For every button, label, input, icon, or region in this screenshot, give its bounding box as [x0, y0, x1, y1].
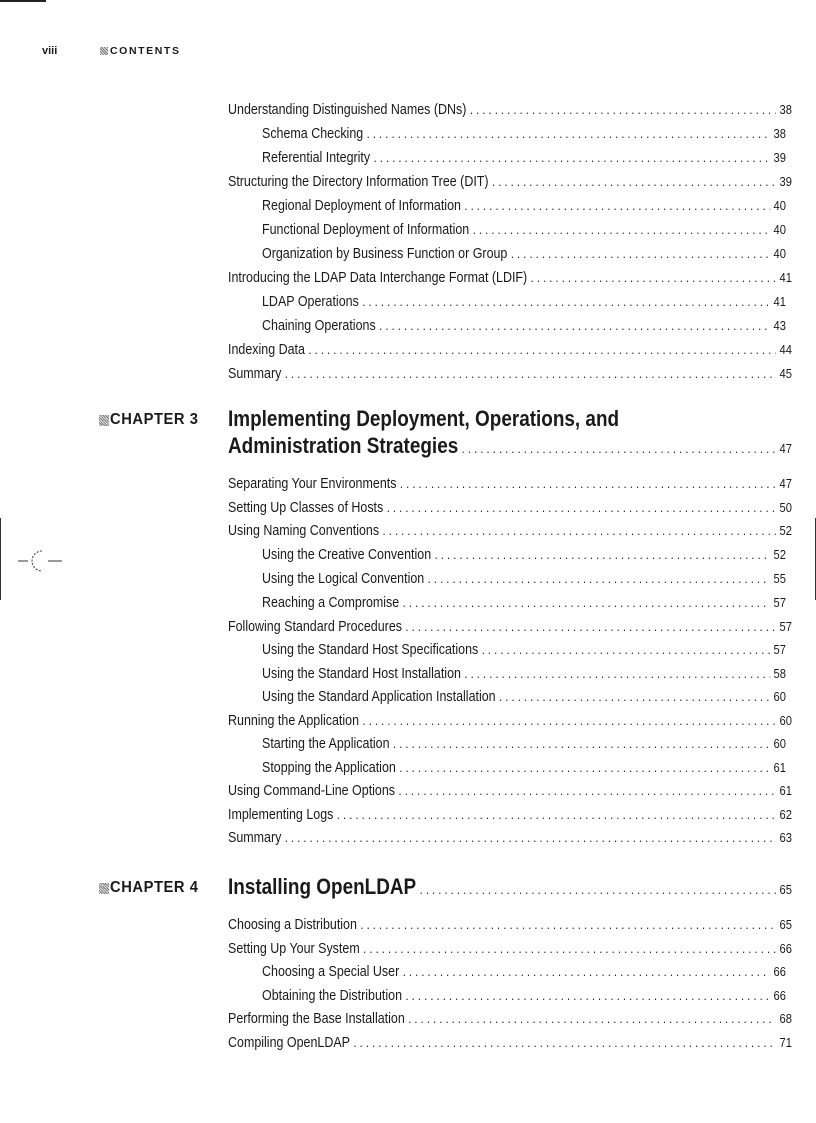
toc-entry-page: 63	[779, 830, 792, 845]
leader-dots	[492, 173, 776, 191]
toc-entry[interactable]	[262, 594, 786, 612]
toc-entry-page: 68	[779, 1011, 792, 1026]
toc-entry[interactable]	[262, 987, 786, 1005]
toc-entry-page: 39	[779, 174, 792, 189]
toc-entry-page: 66	[773, 964, 786, 979]
leader-dots	[285, 365, 776, 383]
toc-entry[interactable]	[262, 293, 786, 311]
toc-entry-label: Regional Deployment of Information	[262, 198, 461, 214]
toc-entry-page: 55	[773, 571, 786, 586]
toc-entry-label: Using the Standard Host Installation	[262, 666, 461, 682]
toc-entry-label: Using Naming Conventions	[228, 523, 380, 539]
leader-dots	[420, 882, 777, 897]
leader-dots	[367, 125, 770, 143]
toc-entry-label: Compiling OpenLDAP	[228, 1035, 350, 1051]
leader-dots	[470, 101, 776, 119]
toc-entry[interactable]	[262, 221, 786, 239]
toc-entry[interactable]	[262, 197, 786, 215]
leader-dots	[379, 317, 770, 335]
crop-mark-left	[0, 518, 1, 600]
toc-entry-page: 47	[779, 476, 792, 491]
toc-entry-page: 60	[779, 713, 792, 728]
toc-entry[interactable]	[228, 940, 792, 958]
leader-dots	[482, 641, 770, 659]
toc-entry-label: Using the Standard Host Specifications	[262, 642, 479, 658]
toc-entry-label: Obtaining the Distribution	[262, 988, 403, 1004]
chapter-3-label	[99, 411, 198, 429]
hatch-bullet-icon	[99, 415, 109, 426]
leader-dots	[403, 594, 770, 612]
leader-dots	[428, 570, 770, 588]
leader-dots	[405, 618, 776, 636]
toc-entry[interactable]	[262, 546, 786, 564]
hatch-bullet-icon	[99, 883, 109, 894]
toc-entry-page: 57	[779, 619, 792, 634]
toc-entry-label: Choosing a Special User	[262, 964, 400, 980]
registration-mark-icon	[18, 546, 62, 576]
toc-entry[interactable]	[228, 806, 792, 824]
toc-entry-label: Using the Standard Application Installation	[262, 689, 496, 705]
toc-entry-page: 38	[773, 126, 786, 141]
hatch-bullet-icon	[100, 47, 108, 55]
running-head-title: CONTENTS	[110, 45, 181, 57]
toc-entry-label: Reaching a Compromise	[262, 595, 400, 611]
leader-dots	[360, 916, 776, 934]
leader-dots	[353, 1034, 776, 1052]
leader-dots	[435, 546, 771, 564]
leader-dots	[400, 475, 776, 493]
chapter-number: CHAPTER 4	[110, 879, 199, 896]
toc-entry[interactable]	[262, 125, 786, 143]
toc-entry-page: 57	[773, 642, 786, 657]
toc-entry[interactable]	[262, 149, 786, 167]
leader-dots	[285, 829, 776, 847]
toc-entry[interactable]	[228, 499, 792, 517]
toc-entry[interactable]	[228, 712, 792, 730]
toc-entry[interactable]	[228, 475, 792, 493]
chapter-4-title[interactable]	[228, 874, 792, 900]
toc-entry[interactable]	[228, 1010, 792, 1028]
toc-entry-label: Using the Creative Convention	[262, 547, 432, 563]
toc-entry-label: LDAP Operations	[262, 294, 359, 310]
toc-entry-page: 65	[779, 917, 792, 932]
toc-entry[interactable]	[228, 365, 792, 383]
leader-dots	[408, 1010, 776, 1028]
toc-entry[interactable]	[228, 101, 792, 119]
chapter-title-text: Installing OpenLDAP	[228, 874, 417, 899]
top-rule	[0, 0, 46, 2]
toc-entry-label: Choosing a Distribution	[228, 917, 357, 933]
chapter-page: 47	[779, 441, 792, 456]
toc-entry-page: 60	[773, 736, 786, 751]
chapter-3-title[interactable]: Implementing Deployment, Operations, and	[228, 406, 620, 431]
toc-entry[interactable]	[262, 245, 786, 263]
toc-entry-label: Summary	[228, 366, 282, 382]
toc-entry-page: 66	[773, 988, 786, 1003]
toc-entry[interactable]	[262, 688, 786, 706]
toc-entry-page: 38	[779, 102, 792, 117]
toc-entry[interactable]	[228, 916, 792, 934]
toc-entry-label: Using Command-Line Options	[228, 783, 396, 799]
toc-entry[interactable]	[262, 759, 786, 777]
toc-entry-page: 60	[773, 689, 786, 704]
toc-entry-page: 61	[773, 760, 786, 775]
leader-dots	[462, 441, 776, 456]
toc-entry[interactable]	[228, 269, 792, 287]
toc-entry[interactable]	[262, 963, 786, 981]
toc-entry-label: Setting Up Your System	[228, 941, 360, 957]
toc-entry-page: 40	[773, 222, 786, 237]
toc-entry[interactable]	[262, 570, 786, 588]
toc-entry-label: Indexing Data	[228, 342, 305, 358]
toc-entry-label: Structuring the Directory Information Tree (DIT)	[228, 174, 489, 190]
toc-entry[interactable]	[228, 173, 792, 191]
toc-entry-label: Introducing the LDAP Data Interchange Format (LDIF)	[228, 270, 528, 286]
toc-entry-page: 41	[779, 270, 792, 285]
chapter-3-title-line2[interactable]	[228, 433, 792, 459]
leader-dots	[387, 499, 776, 517]
toc-entry-page: 57	[773, 595, 786, 610]
leader-dots	[464, 197, 770, 215]
toc-entry-page: 52	[779, 523, 792, 538]
toc-entry-page: 44	[779, 342, 792, 357]
toc-entry-label: Starting the Application	[262, 736, 390, 752]
toc-entry[interactable]	[228, 782, 792, 800]
toc-entry-label: Stopping the Application	[262, 760, 396, 776]
toc-entry-label: Implementing Logs	[228, 807, 334, 823]
toc-entry[interactable]	[228, 618, 792, 636]
chapter-title-text: Administration Strategies	[228, 433, 459, 458]
toc-entry[interactable]	[228, 341, 792, 359]
leader-dots	[464, 665, 770, 683]
leader-dots	[363, 940, 776, 958]
page-folio: viii	[42, 45, 58, 57]
toc-entry-page: 45	[779, 366, 792, 381]
toc-entry[interactable]	[228, 522, 792, 540]
toc-entry-label: Performing the Base Installation	[228, 1011, 405, 1027]
toc-entry[interactable]	[262, 317, 786, 335]
leader-dots	[398, 782, 776, 800]
toc-entry-label: Chaining Operations	[262, 318, 376, 334]
toc-entry-page: 61	[779, 783, 792, 798]
toc-entry-label: Schema Checking	[262, 126, 364, 142]
toc-entry[interactable]	[228, 1034, 792, 1052]
leader-dots	[499, 688, 770, 706]
leader-dots	[399, 759, 770, 777]
toc-entry-page: 41	[773, 294, 786, 309]
toc-entry[interactable]	[262, 735, 786, 753]
toc-entry-label: Running the Application	[228, 713, 360, 729]
toc-entry-page: 52	[773, 547, 786, 562]
toc-entry-label: Setting Up Classes of Hosts	[228, 500, 384, 516]
toc-entry-label: Organization by Business Function or Group	[262, 246, 508, 262]
toc-entry-page: 62	[779, 807, 792, 822]
running-head	[42, 44, 181, 58]
leader-dots	[473, 221, 770, 239]
leader-dots	[374, 149, 771, 167]
chapter-number: CHAPTER 3	[110, 411, 199, 428]
chapter-4-label	[99, 879, 198, 897]
toc-entry-page: 43	[773, 318, 786, 333]
toc-entry[interactable]	[228, 829, 792, 847]
leader-dots	[403, 963, 770, 981]
leader-dots	[308, 341, 776, 359]
toc-entry-page: 58	[773, 666, 786, 681]
toc-entry[interactable]	[262, 641, 786, 659]
toc-entry-page: 39	[773, 150, 786, 165]
leader-dots	[393, 735, 770, 753]
leader-dots	[531, 269, 776, 287]
toc-entry[interactable]	[262, 665, 786, 683]
leader-dots	[511, 245, 770, 263]
toc-entry-label: Functional Deployment of Information	[262, 222, 470, 238]
toc-entry-label: Using the Logical Convention	[262, 571, 425, 587]
leader-dots	[383, 522, 777, 540]
toc-entry-label: Separating Your Environments	[228, 476, 397, 492]
toc-entry-label: Referential Integrity	[262, 150, 371, 166]
leader-dots	[337, 806, 776, 824]
leader-dots	[405, 987, 770, 1005]
toc-entry-label: Understanding Distinguished Names (DNs)	[228, 102, 467, 118]
toc-entry-label: Following Standard Procedures	[228, 619, 402, 635]
leader-dots	[362, 293, 770, 311]
toc-entry-page: 66	[779, 941, 792, 956]
toc-entry-page: 40	[773, 198, 786, 213]
toc-entry-page: 71	[779, 1035, 792, 1050]
toc-entry-page: 40	[773, 246, 786, 261]
toc-entry-page: 50	[779, 500, 792, 515]
leader-dots	[362, 712, 776, 730]
toc-entry-label: Summary	[228, 830, 282, 846]
chapter-page: 65	[779, 882, 792, 897]
